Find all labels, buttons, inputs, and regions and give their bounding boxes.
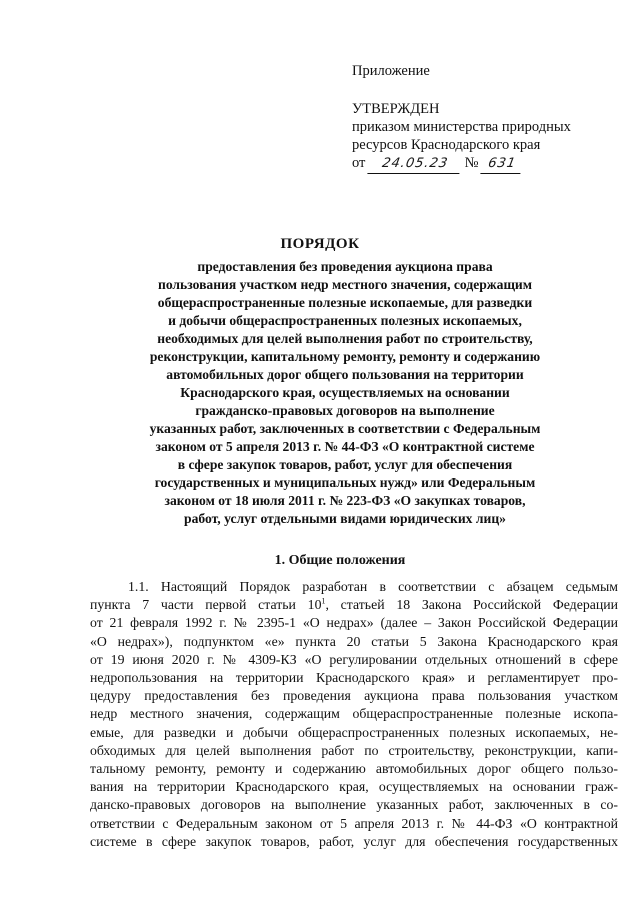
subtitle-line: указанных работ, заключенных в соответствии с Федеральным (149, 421, 541, 436)
order-date-number-line (352, 154, 612, 174)
subtitle-line: автомобильных дорог общего пользования на территории (166, 367, 524, 382)
body-line: тальному ремонту, ремонту и содержанию автомобильных дорог общего пользо- (90, 761, 618, 777)
handwritten-number: 631 (480, 155, 523, 174)
order-line-1: приказом министерства природных (352, 119, 571, 135)
body-line: вания на территории Краснодарского края, осуществляемых на основании граж- (90, 779, 618, 795)
from-label: от (352, 155, 366, 171)
approved-label: УТВЕРЖДЕН (352, 101, 440, 117)
document-title: ПОРЯДОК (280, 236, 360, 252)
footnote-superscript: 1 (321, 596, 326, 606)
order-line-2: ресурсов Краснодарского края (352, 137, 541, 153)
handwritten-date: 24.05.23 (367, 155, 462, 174)
subtitle-line: необходимых для целей выполнения работ по строительству, (157, 331, 533, 346)
body-line: данско-правовых договоров на выполнение указанных работ, заключенных в со- (90, 797, 618, 813)
subtitle-line: реконструкции, капитальному ремонту, ремонту и содержанию (149, 349, 541, 364)
body-line: цедуру предоставления без проведения аукциона права пользования участком (90, 688, 618, 704)
body-line: «О недрах»), подпунктом «е» пункта 20 статьи 5 Закона Краснодарского края (90, 633, 618, 649)
subtitle-line: предоставления без проведения аукциона права (197, 259, 493, 274)
body-line: недр местного значения, содержащим общераспространенные полезные ископа- (90, 706, 618, 722)
body-line: обходимых для целей выполнения работ по строительству, реконструкции, капи- (90, 742, 618, 758)
body-line: от 21 февраля 1992 г. № 2395-1 «О недрах» (далее – Закон Российской Федерации (90, 615, 618, 631)
number-label: № (464, 155, 479, 171)
body-line-part: , статьей 18 Закона Российской Федерации (325, 597, 618, 613)
body-line: системе в сфере закупок товаров, работ, услуг для обеспечения государственных (90, 833, 618, 849)
body-line: недропользования на территории Краснодарского края» и регламентирует про- (90, 670, 618, 686)
subtitle-line: государственных и муниципальных нужд» или Федеральным (154, 475, 536, 490)
body-line: от 19 июня 2020 г. № 4309-КЗ «О регулировании отдельных отношений в сфере (90, 651, 618, 667)
body-text (90, 578, 618, 851)
subtitle-line: Краснодарского края, осуществляемых на основании (180, 385, 510, 400)
subtitle-line: законом от 18 июля 2011 г. № 223-ФЗ «О закупках товаров, (164, 493, 526, 508)
body-line: ответствии с Федеральным законом от 5 апреля 2013 г. № 44-ФЗ «О контрактной (90, 815, 618, 831)
subtitle-line: работ, услуг отдельными видами юридических лиц» (184, 511, 506, 526)
body-line-part: пункта 7 части первой статьи 10 (90, 597, 322, 613)
subtitle-line: и добычи общераспространенных полезных ископаемых, (168, 313, 522, 328)
document-subtitle (60, 258, 630, 528)
appendix-label: Приложение (352, 63, 430, 79)
body-line (90, 596, 618, 614)
body-line: 1.1. Настоящий Порядок разработан в соответствии с абзацем седьмым (128, 579, 618, 594)
subtitle-line: пользования участком недр местного значения, содержащим (157, 277, 533, 292)
subtitle-line: гражданско-правовых договоров на выполнение (195, 403, 495, 418)
approval-block (352, 62, 612, 174)
section-heading: 1. Общие положения (274, 553, 406, 568)
subtitle-line: законом от 5 апреля 2013 г. № 44-ФЗ «О контрактной системе (155, 439, 535, 454)
subtitle-line: в сфере закупок товаров, работ, услуг для обеспечения (177, 457, 513, 472)
body-line: емые, для разведки и добычи общераспространенных полезных ископаемых, не- (90, 724, 618, 740)
subtitle-line: общераспространенные полезные ископаемые, для разведки (157, 295, 533, 310)
